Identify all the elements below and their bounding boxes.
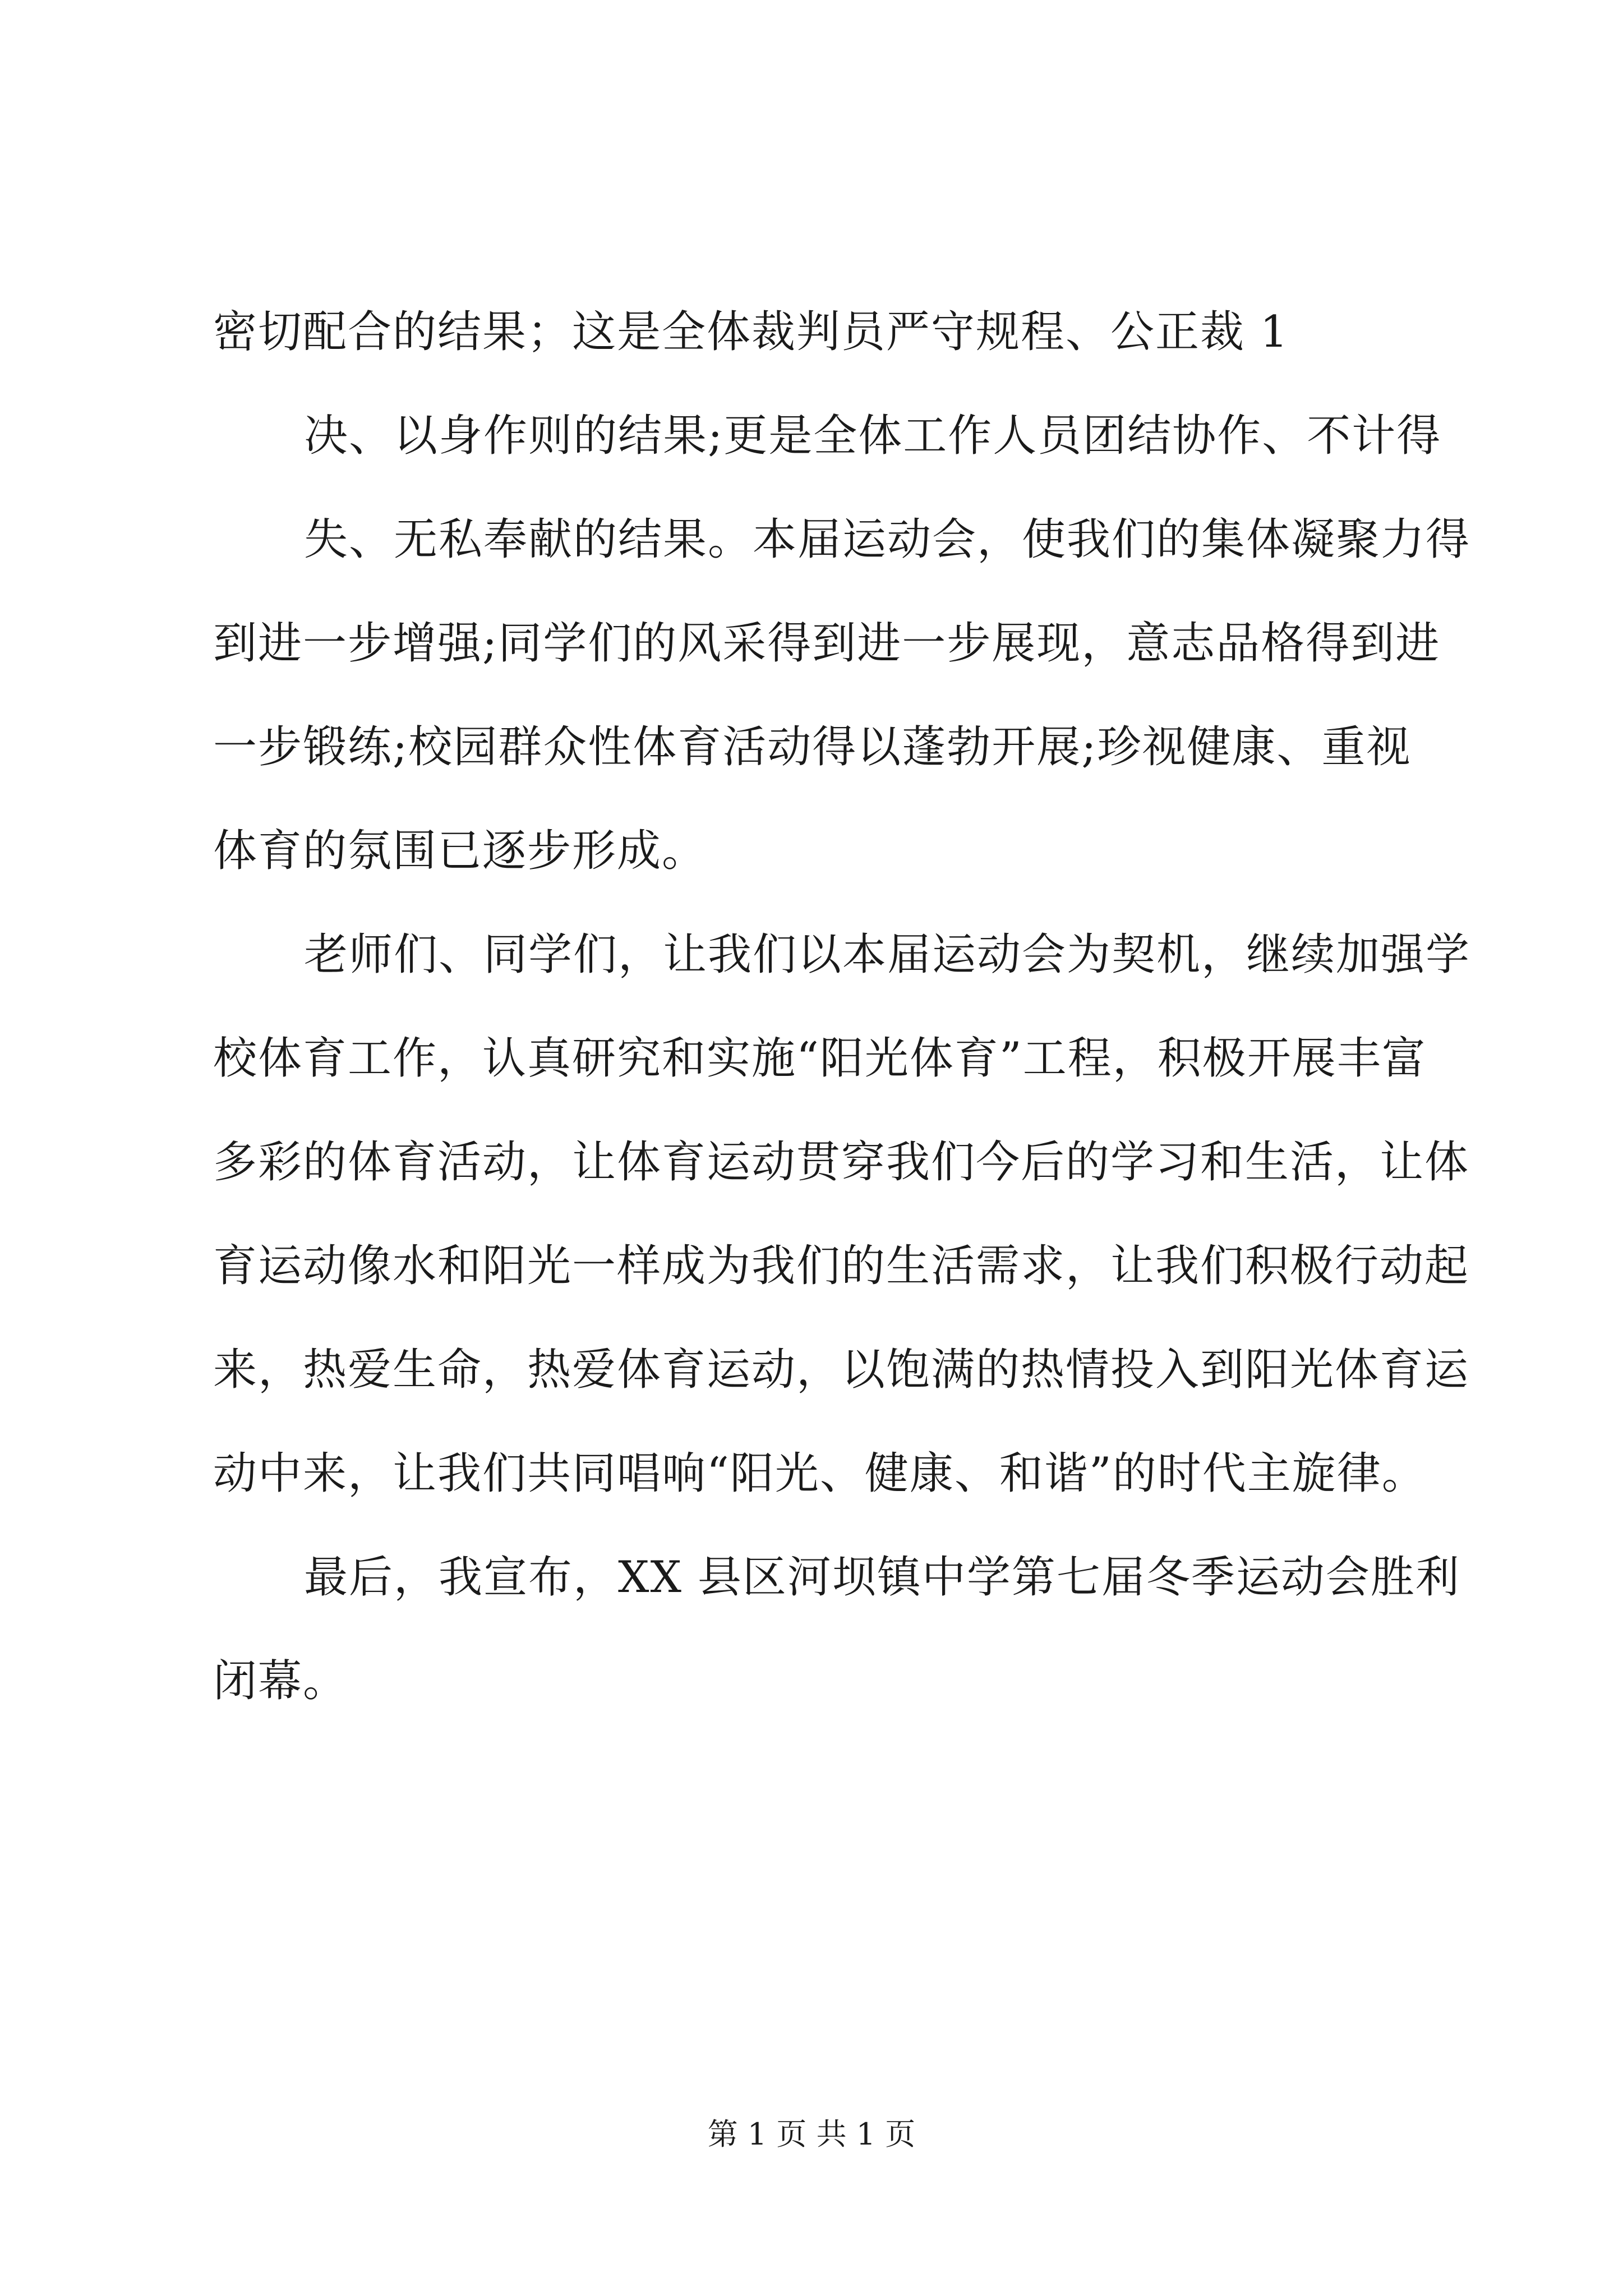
text-line: 校体育工作，认真研究和实施“阳光体育”工程，积极开展丰富: [213, 1033, 1427, 1084]
text-line: 来，热爱生命，热爱体育运动，以饱满的热情投入到阳光体育运: [213, 1345, 1470, 1395]
text-line: 密切配合的结果；这是全体裁判员严守规程、公正裁 1: [213, 307, 1289, 357]
text-line: 到进一步增强;同学们的风采得到进一步展现，意志品格得到进: [213, 618, 1441, 669]
document-body: [213, 306, 1471, 1759]
text-line: 失、无私奉献的结果。本届运动会，使我们的集体凝聚力得: [304, 514, 1471, 565]
text-line: 育运动像水和阳光一样成为我们的生活需求，让我们积极行动起: [213, 1241, 1470, 1291]
text-line: 多彩的体育活动，让体育运动贯穿我们今后的学习和生活，让体: [213, 1137, 1470, 1188]
paragraph-start-line: 老师们、同学们，让我们以本届运动会为契机，继续加强学: [304, 930, 1471, 980]
text-line: 闭幕。: [213, 1656, 348, 1706]
text-line: 决、以身作则的结果;更是全体工作人员团结协作、不计得: [304, 411, 1442, 461]
page-number-footer: 第 1 页 共 1 页: [707, 2116, 916, 2152]
paragraph-start-line: 最后，我宣布，XX 县区河坝镇中学第七届冬季运动会胜利: [304, 1552, 1460, 1603]
text-line: 动中来，让我们共同唱响“阳光、健康、和谐”的时代主旋律。: [213, 1448, 1427, 1499]
text-line: 体育的氛围已逐步形成。: [213, 826, 707, 876]
text-line: 一步锻练;校园群众性体育活动得以蓬勃开展;珍视健康、重视: [213, 722, 1412, 772]
